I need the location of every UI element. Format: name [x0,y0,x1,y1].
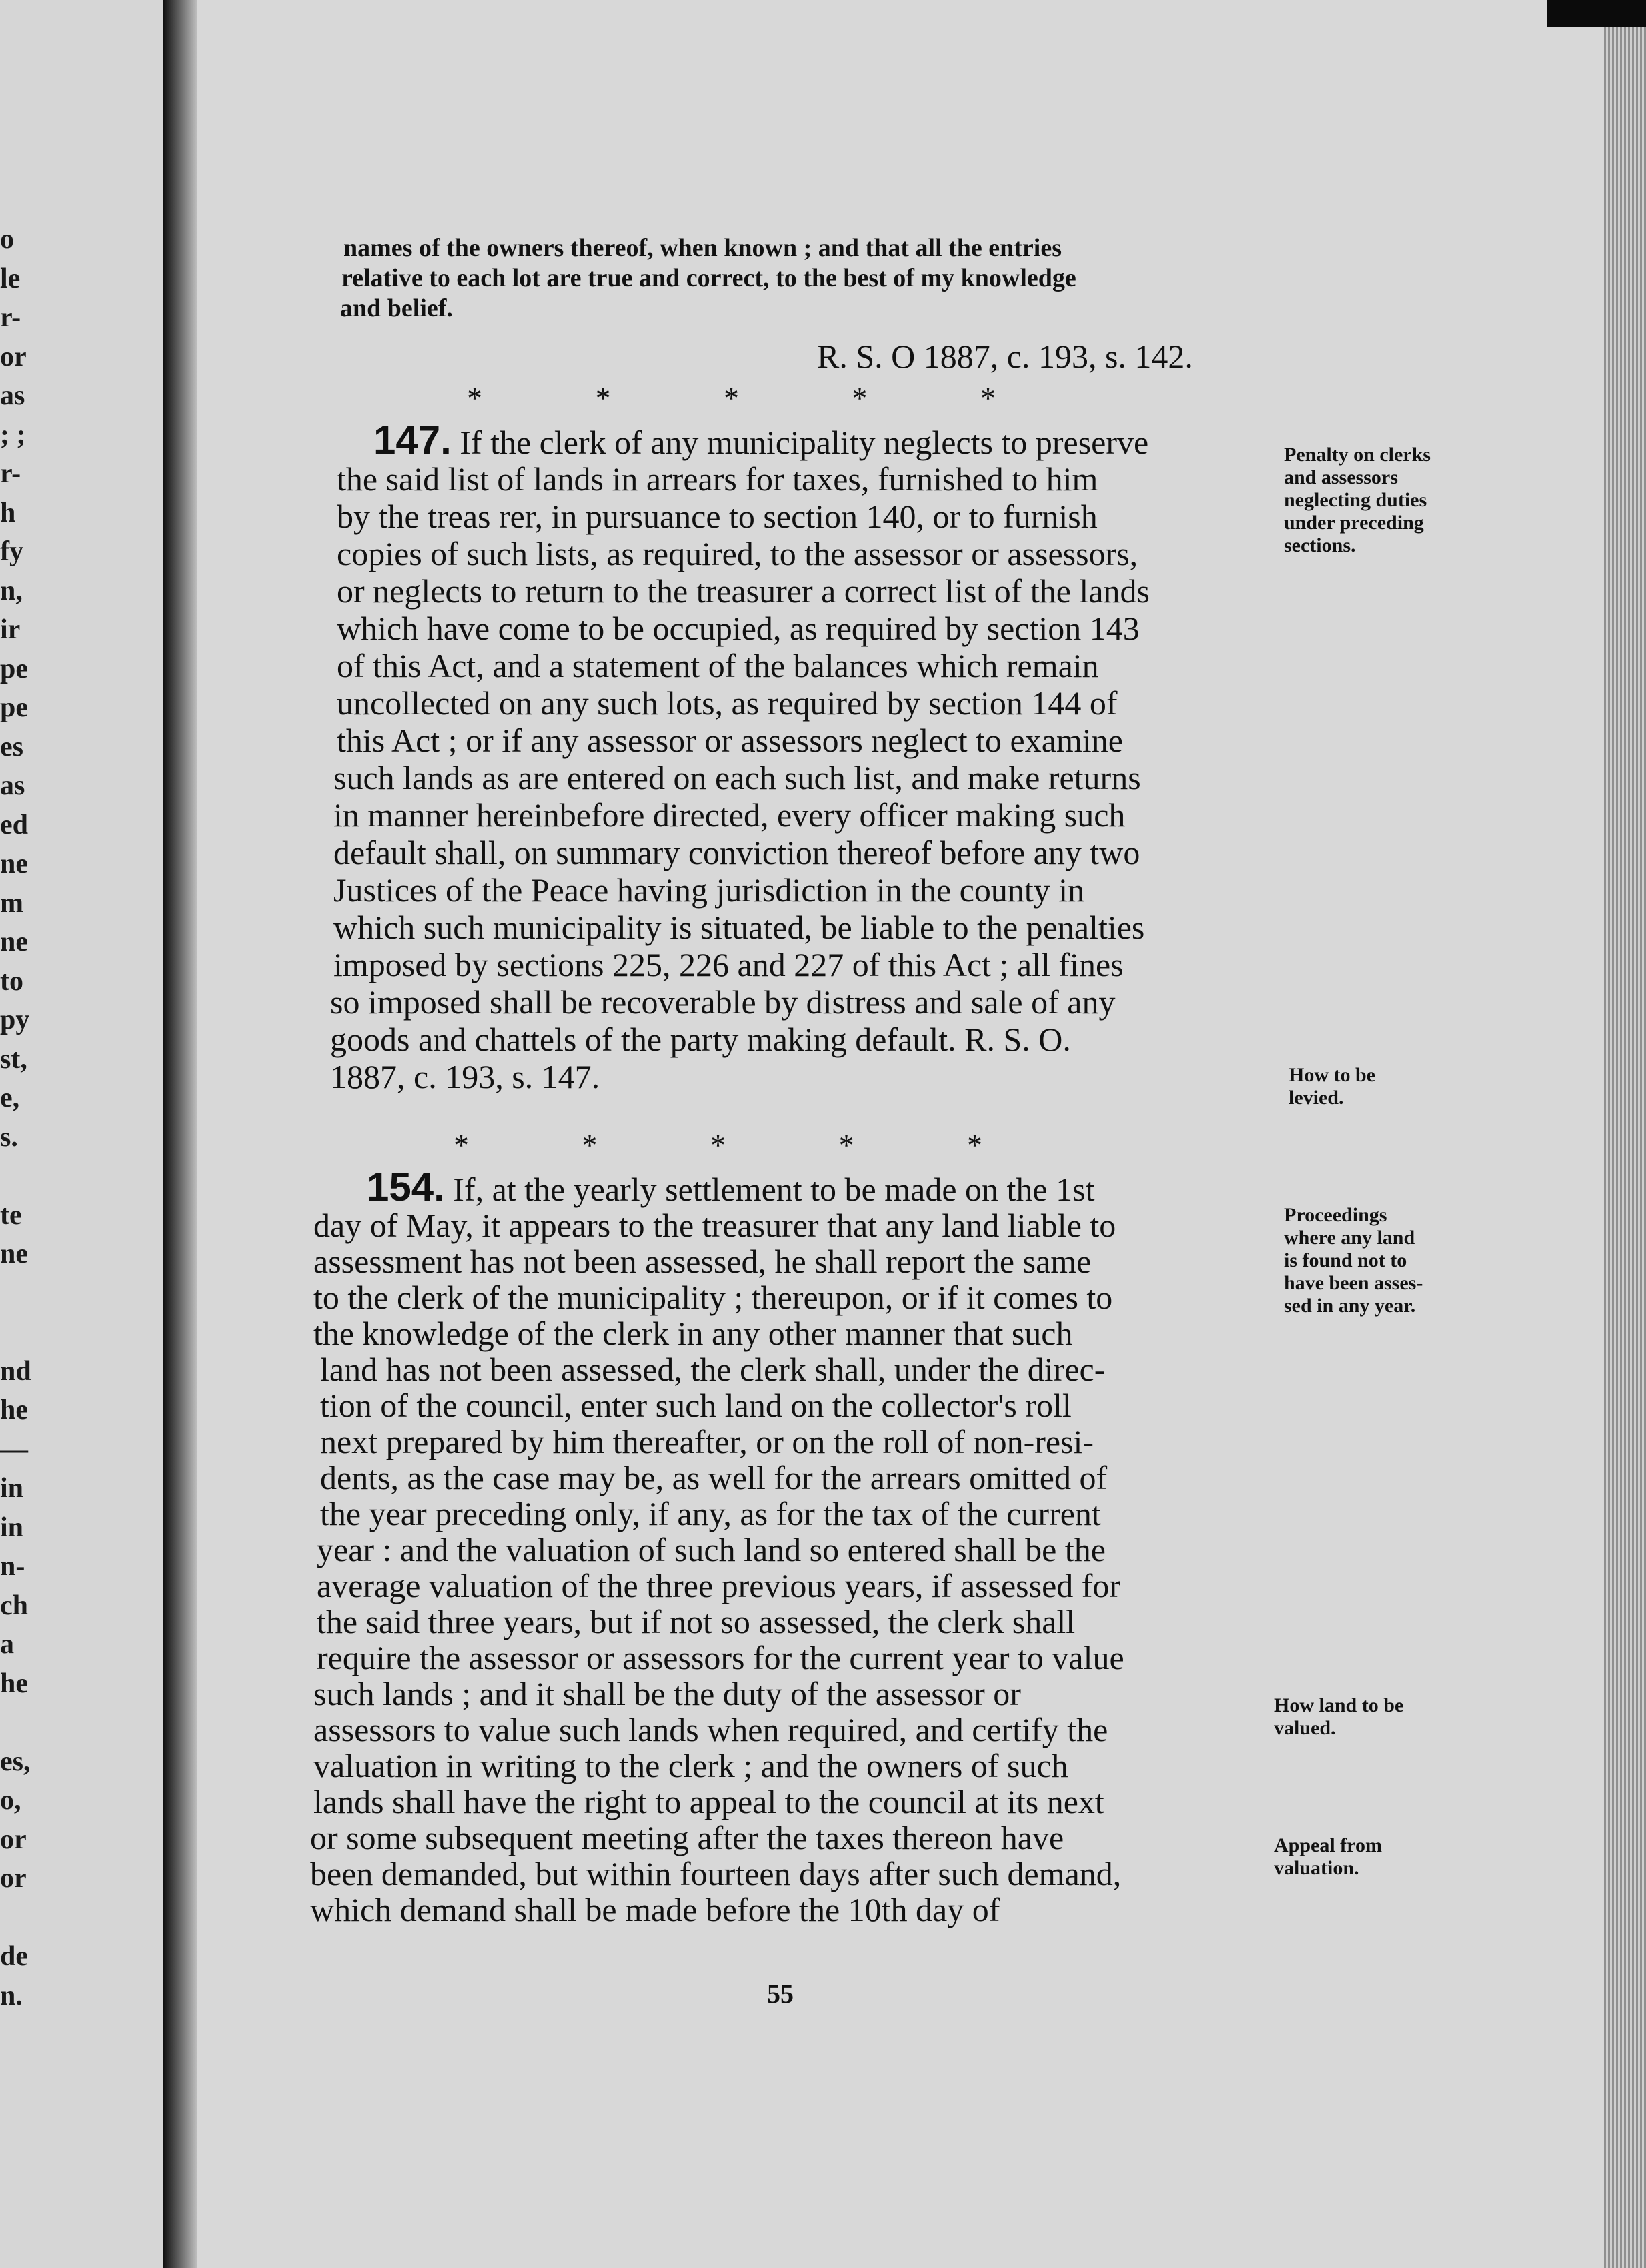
page-edges [1604,27,1646,2268]
top-para-line-1: names of the owners thereof, when known ; and that all the entries [343,234,1062,262]
section-154-line-15: such lands ; and it shall be the duty of the assessor or [313,1675,1021,1712]
facing-page-fragment: te [0,1199,22,1231]
book-gutter [163,0,197,2268]
margin-note-appeal [1274,1834,1474,1880]
facing-page-fragment: fy [0,536,23,567]
facing-page-fragment: as [0,380,25,411]
facing-page [0,0,163,2268]
margin-note-valued [1274,1694,1474,1740]
scan-background-corner [1547,0,1646,27]
section-154-line-12: average valuation of the three previous years, if assessed for [317,1567,1121,1604]
facing-page-fragment: a [0,1629,14,1660]
section-154-line-1: If, at the yearly settlement to be made on the 1st [453,1171,1095,1208]
section-147-line-17: goods and chattels of the party making default. R. S. O. [330,1021,1071,1058]
top-para-line-2: relative to each lot are true and correct, to the best of my knowledge [341,264,1076,292]
margin-note-proceedings-line-5: sed in any year. [1284,1295,1416,1317]
facing-page-fragment: m [0,887,23,919]
section-147-line-8: uncollected on any such lots, as required by section 144 of [337,684,1118,722]
margin-note-valued-line-2: valued. [1274,1717,1336,1739]
facing-page-fragment: as [0,770,25,801]
section-154-line-7: tion of the council, enter such land on the collector's roll [320,1387,1072,1424]
facing-page-text-fragments [0,220,40,2015]
citation-142: R. S. O 1887, c. 193, s. 142. [817,338,1193,375]
margin-note-valued-line-1: How land to be [1274,1694,1404,1716]
section-147-line-15: imposed by sections 225, 226 and 227 of this Act ; all fines [333,946,1124,983]
facing-page-fragment: n- [0,1551,25,1582]
facing-page-fragment: to [0,965,23,997]
margin-note-penalty-line-5: sections. [1284,534,1356,556]
section-154-line-20: been demanded, but within fourteen days after such demand, [310,1855,1122,1892]
facing-page-fragment [0,1313,40,1352]
section-154-line-14: require the assessor or assessors for the current year to value [317,1639,1124,1676]
section-154-line-6: land has not been assessed, the clerk shall, under the direc- [320,1351,1106,1388]
section-154-line-8: next prepared by him thereafter, or on the roll of non-resi- [320,1423,1094,1460]
margin-note-appeal-line-1: Appeal from [1274,1834,1382,1856]
facing-page-fragment [0,1703,40,1742]
facing-page-fragment: pe [0,692,28,723]
margin-note-levied-line-1: How to be [1289,1064,1375,1086]
facing-page-fragment: es, [0,1746,31,1777]
facing-page-fragment: s. [0,1121,18,1153]
section-154-line-16: assessors to value such lands when required, and certify the [313,1711,1108,1748]
facing-page-fragment: es [0,731,23,762]
facing-page-fragment: ch [0,1590,28,1621]
facing-page-fragment: ; ; [0,419,26,450]
margin-note-penalty-line-2: and assessors [1284,466,1398,488]
facing-page-fragment: ed [0,809,28,840]
facing-page-fragment: e, [0,1083,20,1113]
facing-page-fragment: le [0,263,21,294]
section-147-line-7: of this Act, and a statement of the balances which remain [337,647,1099,684]
margin-note-penalty-line-1: Penalty on clerks [1284,444,1431,466]
section-147-line-10: such lands as are entered on each such list, and make returns [333,759,1141,796]
facing-page-fragment: o, [0,1785,21,1816]
facing-page-fragment: r- [0,458,21,489]
facing-page-fragment: nd [0,1355,31,1387]
facing-page-fragment: r- [0,302,21,333]
margin-note-proceedings-line-1: Proceedings [1284,1204,1387,1226]
facing-page-fragment: in [0,1512,24,1543]
facing-page-fragment [0,1898,40,1938]
facing-page-fragment: st, [0,1043,27,1075]
facing-page-fragment: or [0,1824,27,1855]
facing-page-fragment: ir [0,614,21,645]
facing-page-fragment: o [0,224,14,255]
section-147-line-4: copies of such lists, as required, to the assessor or assessors, [337,535,1138,572]
section-147-line-13: Justices of the Peace having jurisdiction in the county in [333,871,1085,909]
section-154-line-9: dents, as the case may be, as well for the arrears omitted of [320,1459,1108,1496]
facing-page-fragment: ne [0,927,28,957]
section-154-line-13: the said three years, but if not so assessed, the clerk shall [317,1603,1076,1640]
section-147-line-12: default shall, on summary conviction thereof before any two [333,834,1140,871]
facing-page-fragment: de [0,1941,28,1972]
facing-page-fragment: — [0,1434,28,1465]
margin-note-proceedings-line-3: is found not to [1284,1249,1407,1271]
facing-page-fragment: n, [0,575,23,606]
facing-page-fragment: he [0,1395,28,1426]
section-147-line-6: which have come to be occupied, as required by section 143 [337,610,1140,647]
section-147-line-5: or neglects to return to the treasurer a correct list of the lands [337,572,1150,610]
section-154-line-11: year : and the valuation of such land so entered shall be the [317,1531,1106,1568]
margin-note-proceedings-line-2: where any land [1284,1227,1415,1249]
section-154-first-line [367,1164,1094,1210]
margin-note-levied [1289,1064,1489,1109]
section-154-line-4: to the clerk of the municipality ; thereupon, or if it comes to [313,1279,1113,1316]
facing-page-fragment: ne [0,848,28,879]
facing-page-fragment: pe [0,653,28,684]
section-147-line-9: this Act ; or if any assessor or assessors neglect to examine [337,722,1123,759]
top-para-line-3: and belief. [340,294,453,322]
section-separator-1: * * * * * [467,381,998,415]
margin-note-appeal-line-2: valuation. [1274,1857,1359,1879]
facing-page-fragment: h [0,497,16,528]
section-147-number: 147. [373,418,452,462]
section-154-line-10: the year preceding only, if any, as for the tax of the current [320,1495,1101,1532]
section-154-line-19: or some subsequent meeting after the taxes thereon have [310,1819,1064,1856]
section-147-line-2: the said list of lands in arrears for taxes, furnished to him [337,460,1098,498]
section-147-line-3: by the treas rer, in pursuance to section 140, or to furnish [337,498,1098,535]
section-154-line-2: day of May, it appears to the treasurer that any land liable to [313,1207,1116,1244]
section-147-line-1: If the clerk of any municipality neglects to preserve [460,424,1149,461]
section-147-line-11: in manner hereinbefore directed, every officer making such [333,796,1126,834]
section-154-line-21: which demand shall be made before the 10th day of [310,1891,1000,1928]
section-154-number: 154. [367,1165,445,1209]
section-147-line-16: so imposed shall be recoverable by distress and sale of any [330,983,1116,1021]
margin-note-penalty-line-4: under preceding [1284,512,1424,534]
section-154-line-17: valuation in writing to the clerk ; and the owners of such [313,1747,1068,1784]
facing-page-fragment: or [0,1863,27,1894]
margin-note-penalty [1284,444,1484,557]
facing-page-fragment [0,1157,40,1196]
section-147-line-18: 1887, c. 193, s. 147. [330,1058,600,1095]
facing-page-fragment [0,1274,40,1313]
margin-note-proceedings-line-4: have been asses- [1284,1272,1423,1294]
margin-note-proceedings [1284,1204,1484,1317]
facing-page-fragment: or [0,341,27,372]
facing-page-fragment: ne [0,1239,28,1269]
section-154-line-5: the knowledge of the clerk in any other manner that such [313,1315,1073,1352]
facing-page-fragment: n. [0,1980,23,2011]
section-separator-2: * * * * * [454,1128,985,1162]
facing-page-fragment: py [0,1005,30,1035]
facing-page-fragment: he [0,1668,28,1699]
section-147-first-line [373,417,1148,463]
page-number: 55 [767,1978,794,2009]
section-154-line-18: lands shall have the right to appeal to the council at its next [313,1783,1104,1820]
facing-page-fragment: in [0,1473,24,1504]
section-154-line-3: assessment has not been assessed, he shall report the same [313,1243,1092,1280]
margin-note-penalty-line-3: neglecting duties [1284,489,1427,511]
section-147-line-14: which such municipality is situated, be liable to the penalties [333,909,1145,946]
margin-note-levied-line-2: levied. [1289,1087,1344,1109]
